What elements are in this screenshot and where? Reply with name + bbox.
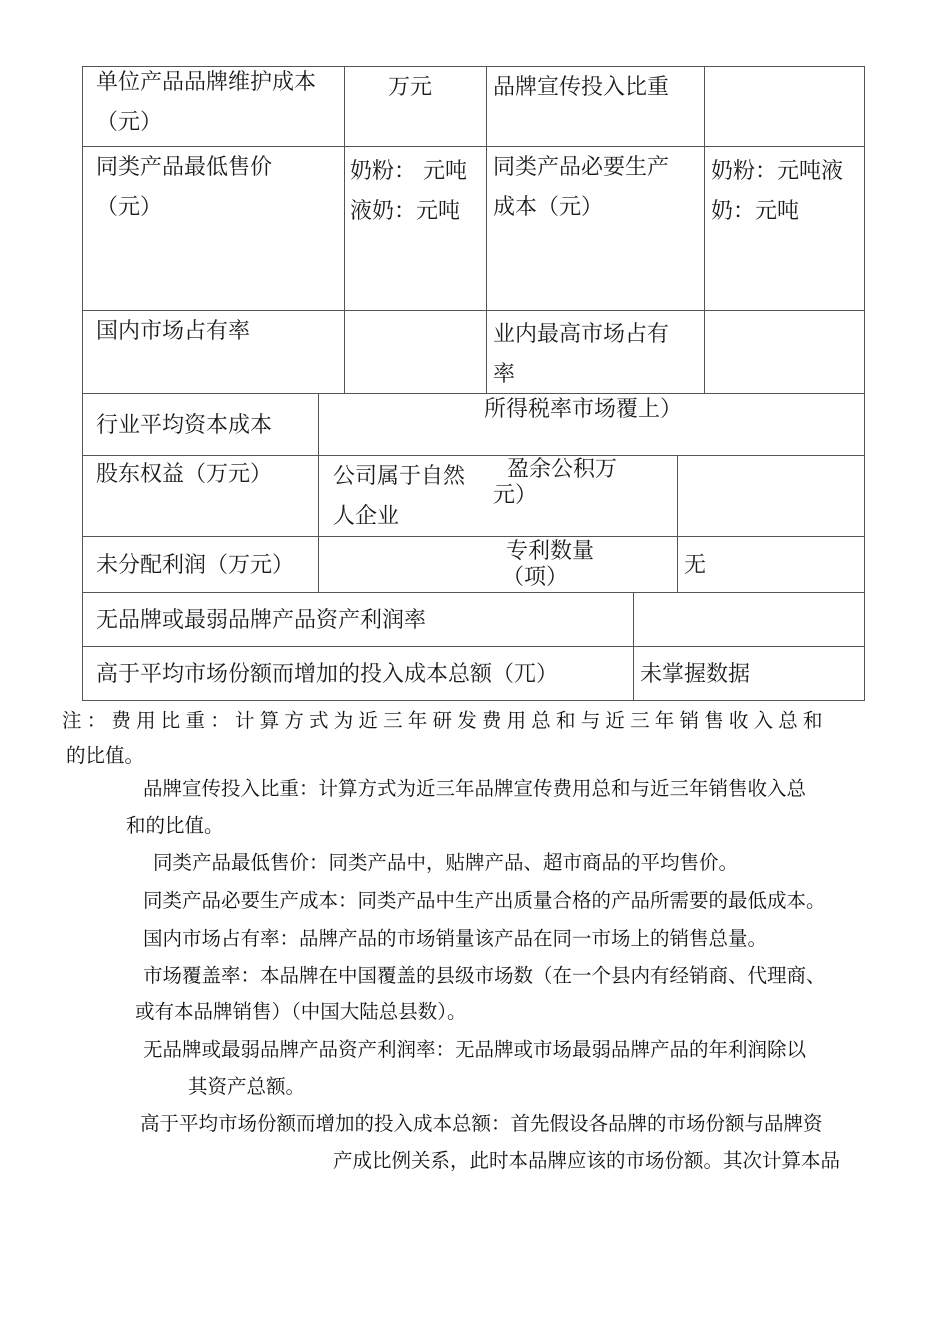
note-extra-input-cost-cont: 产成比例关系，此时本品牌应该的市场份额。其次计算本品 — [333, 1149, 841, 1172]
row-divider — [82, 146, 865, 147]
row-divider — [82, 646, 865, 647]
cell-brand-promotion-ratio-label: 品牌宣传投入比重 — [493, 75, 670, 100]
table-border-bottom — [82, 700, 865, 701]
cell-equity-label: 股东权益（万元） — [96, 462, 273, 487]
column-divider — [318, 393, 319, 592]
note-necessary-cost: 同类产品必要生产成本：同类产品中生产出质量合格的产品所需要的最低成本。 — [143, 889, 826, 912]
cell-weakest-brand-roa-label: 无品牌或最弱品牌产品资产利润率 — [96, 608, 427, 633]
note-extra-input-cost: 高于平均市场份额而增加的投入成本总额：首先假设各品牌的市场份额与品牌资 — [140, 1112, 823, 1135]
cell-patent-count-label: 专利数量 — [506, 539, 595, 564]
cell-brand-maintenance-cost-unit: 万元 — [388, 75, 433, 100]
note-brand-promotion-ratio-cont: 和的比值。 — [126, 814, 224, 837]
cell-capital-cost-label: 行业平均资本成本 — [96, 413, 273, 438]
cell-natural-person-enterprise: 公司属于自然 人企业 — [333, 464, 466, 529]
cell-surplus-reserve-label: 盈余公积万 — [507, 457, 618, 482]
cell-lowest-price-value: 奶粉： 元吨 液奶：元吨 — [350, 159, 467, 224]
column-divider — [486, 66, 487, 393]
cell-extra-input-cost-value: 未掌握数据 — [640, 662, 751, 687]
note-brand-promotion-ratio: 品牌宣传投入比重：计算方式为近三年品牌宣传费用总和与近三年销售收入总 — [143, 777, 807, 800]
cell-lowest-price-label: 同类产品最低售价 （元） — [96, 155, 273, 220]
cell-undistributed-profit-label: 未分配利润（万元） — [96, 553, 295, 578]
note-lowest-price: 同类产品最低售价：同类产品中，贴牌产品、超市商品的平均售价。 — [153, 851, 739, 874]
note-expense-ratio-cont: 的比值。 — [66, 744, 145, 767]
cell-highest-share-label: 业内最高市场占有 率 — [493, 322, 670, 387]
note-weakest-brand-roa-cont: 其资产总额。 — [188, 1075, 306, 1098]
cell-necessary-cost-value: 奶粉：元吨液 奶：元吨 — [711, 159, 844, 224]
note-domestic-share: 国内市场占有率：品牌产品的市场销量该产品在同一市场上的销售总量。 — [143, 927, 768, 950]
column-divider — [704, 66, 705, 393]
cell-patent-count-unit: （项） — [502, 565, 569, 590]
row-divider — [82, 592, 865, 593]
cell-brand-maintenance-cost-label: 单位产品品牌维护成本 （元） — [96, 70, 317, 135]
note-expense-ratio: 注：费用比重：计算方式为近三年研发费用总和与近三年销售收入总和 — [62, 709, 828, 732]
cell-patent-count-value: 无 — [684, 553, 707, 578]
cell-domestic-share-label: 国内市场占有率 — [96, 319, 251, 344]
cell-necessary-cost-label: 同类产品必要生产 成本（元） — [493, 155, 670, 220]
column-divider — [677, 455, 678, 592]
cell-tax-rate-coverage: 所得税率市场覆上） — [484, 397, 683, 422]
note-weakest-brand-roa: 无品牌或最弱品牌产品资产利润率：无品牌或市场最弱品牌产品的年利润除以 — [143, 1038, 807, 1061]
table-border-left — [82, 66, 83, 701]
cell-extra-input-cost-label: 高于平均市场份额而增加的投入成本总额（兀） — [96, 662, 559, 687]
data-table — [82, 66, 865, 701]
column-divider — [344, 66, 345, 393]
note-market-coverage-cont: 或有本品牌销售）（中国大陆总县数）。 — [135, 1000, 467, 1023]
cell-surplus-reserve-unit: 元） — [493, 483, 538, 508]
note-market-coverage: 市场覆盖率：本品牌在中国覆盖的县级市场数（在一个县内有经销商、代理商、 — [143, 964, 826, 987]
table-border-right — [864, 66, 865, 701]
row-divider — [82, 310, 865, 311]
column-divider — [633, 592, 634, 700]
